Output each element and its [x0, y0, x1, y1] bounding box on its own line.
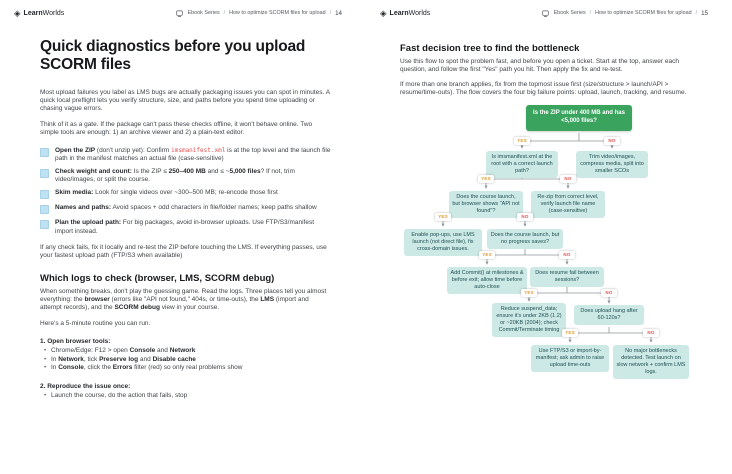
- flow-label-no: NO: [643, 329, 659, 337]
- bullet-item: • In Network, tick Preserve log and Disable cache: [44, 356, 332, 365]
- flow-node-resume-question: Does resume fail between sessions?: [530, 267, 604, 287]
- page-header: [0, 0, 366, 18]
- flow-node-manifest-question: Is imsmanifest.xml at the root with a correct launch path?: [486, 151, 558, 178]
- checklist-item-upload-path: [40, 219, 332, 235]
- checkbox[interactable]: [40, 220, 49, 229]
- checklist-item-names-paths: [40, 204, 332, 214]
- flow-label-yes: YES: [514, 137, 530, 145]
- bullet-item: • Chrome/Edge: F12 > open Console and Network: [44, 347, 332, 356]
- checklist-item-open-zip: [40, 147, 332, 163]
- flow-label-yes: YES: [562, 329, 578, 337]
- flow-label-no: NO: [517, 213, 533, 221]
- preflight-checklist: [40, 147, 332, 235]
- flow-label-yes: YES: [435, 213, 451, 221]
- logs-section-title: Which logs to check (browser, LMS, SCORM debug): [40, 272, 275, 284]
- flow-node-suspend-data-fix: Reduce suspend_data; ensure it's under 2KB (1.2) or ~20KB (2004); check Commit/Terminate timing: [492, 303, 566, 338]
- breadcrumb: Ebook Series / How to optimize SCORM files for upload / 15: [542, 10, 708, 17]
- flow-node-api-not-found-question: Does the course launch, but browser shows "API not found"?: [449, 191, 523, 218]
- checklist-item-weight-count: [40, 168, 332, 184]
- learnworlds-logo-icon: ◈: [14, 8, 21, 18]
- page-number: 15: [701, 9, 708, 17]
- flow-node-commit-fix: Add Commit() at milestones & before exit; allow time before auto-close: [447, 267, 527, 294]
- step-2-title: 2. Reproduce the issue once:: [40, 383, 131, 391]
- breadcrumb-title: How to optimize SCORM files for upload: [595, 10, 692, 17]
- flow-label-no: NO: [560, 175, 576, 183]
- flow-node-rezip-fix: Re-zip from correct level, verify launch file name (case-sensitive): [531, 191, 605, 218]
- flow-node-trim-media-fix: Trim video/images, compress media, split into smaller SCOs: [576, 151, 648, 178]
- decision-tree-flowchart: [398, 105, 700, 375]
- learnworlds-logo: [14, 9, 64, 18]
- checkbox[interactable]: [40, 205, 49, 214]
- learnworlds-logo: [380, 9, 430, 18]
- bullet-item: • Launch the course, do the action that fails, stop: [44, 392, 332, 401]
- flow-node-popups-fix: Enable pop-ups, use LMS launch (not direct file), fix cross-domain issues.: [404, 229, 482, 256]
- checklist-item-text: Skim media: Look for single videos over ~300–500 MB; re-encode those first: [55, 189, 278, 197]
- checklist-item-skim-media: [40, 189, 332, 199]
- retest-paragraph: If any check fails, fix it locally and re-test the ZIP before touching the LMS. If everything passes, use your fastest upload path (FTP/S3 when available): [40, 243, 327, 259]
- page-header: [366, 0, 732, 18]
- flow-priority-paragraph: If more than one branch applies, fix from the topmost issue first (size/structure > launch/API > resume/time-outs). The flow covers the four big failure points: upload, launch, tracking, and resume.: [400, 80, 687, 96]
- gate-paragraph: Think of it as a gate. If the package can't pass these checks offline, it won't behave online. Two simple tools are enough: 1) an archive viewer and 2) a plain-text editor.: [40, 121, 313, 137]
- flow-label-no: NO: [559, 251, 575, 259]
- intro-paragraph: Most upload failures you label as LMS bugs are actually packaging issues you can spot in minutes. A quick local preflight lets you verify structure, size, and paths before you spend time uploading or chasing vague errors.: [40, 89, 330, 113]
- right-page-content: [366, 43, 732, 375]
- checkbox[interactable]: [40, 190, 49, 199]
- step-1-bullets: [40, 347, 332, 373]
- left-page-content: [0, 38, 366, 401]
- flow-node-ftp-import-fix: Use FTP/S3 or import-by-manifest; ask admin to raise upload time-outs: [531, 345, 609, 372]
- checkbox[interactable]: [40, 148, 49, 157]
- flow-intro-paragraph: Use this flow to spot the problem fast, and before you open a ticket. Start at the top, answer each question, and follow the first "Yes" path you hit. Then apply the fix and re-test.: [400, 57, 679, 73]
- flow-label-yes: YES: [479, 251, 495, 259]
- step-2-bullets: [40, 392, 332, 401]
- flow-label-no: NO: [604, 137, 620, 145]
- logs-paragraph: When something breaks, don't play the guessing game. Read the logs. Three places tell you almost everything: the browser (errors like "API not found," 404s, or time-outs), the LMS (import and attempt records), and the SCORM debug view in your course.: [40, 287, 327, 311]
- flow-label-yes: YES: [521, 289, 537, 297]
- decision-tree-title: Fast decision tree to find the bottleneck: [400, 42, 580, 54]
- routine-paragraph: Here's a 5-minute routine you can run.: [40, 319, 151, 327]
- flow-node-progress-question: Does the course launch, but no progress saves?: [487, 229, 563, 249]
- page-right: [366, 0, 732, 474]
- step-1-title: 1. Open browser tools:: [40, 337, 111, 345]
- bullet-item: • In Console, click the Errors filter (red) so only real problems show: [44, 364, 332, 373]
- breadcrumb-section: Ebook Series: [553, 10, 586, 17]
- breadcrumb-title: How to optimize SCORM files for upload: [229, 10, 326, 17]
- page-title: Quick diagnostics before you upload SCORM files: [40, 37, 306, 73]
- flow-label-no: NO: [601, 289, 617, 297]
- logo-text: LearnWorlds: [389, 9, 431, 17]
- checkbox[interactable]: [40, 169, 49, 178]
- checklist-item-text: Open the ZIP (don't unzip yet): Confirm imsmanifest.xml is at the top level and the launch file path in the manifest matches an actual file (case-sensitive): [55, 147, 331, 163]
- flow-node-zip-size-question: Is the ZIP under 400 MB and has <5,000 files?: [526, 105, 632, 131]
- page-number: 14: [335, 9, 342, 17]
- checklist-item-text: Check weight and count: Is the ZIP ≤ 250–400 MB and ≤ ~5,000 files? If not, trim video/images, or split the course.: [55, 168, 295, 184]
- checklist-item-text: Plan the upload path: For big packages, avoid in-browser uploads. Use FTP/S3/manifest import instead.: [55, 219, 315, 235]
- flow-node-upload-hang-question: Does upload hang after 60-120s?: [574, 305, 644, 325]
- logo-text: LearnWorlds: [23, 9, 65, 17]
- breadcrumb: Ebook Series / How to optimize SCORM files for upload / 14: [176, 10, 342, 17]
- flow-node-no-bottleneck-result: No major bottlenecks detected. Test launch on slow network + confirm LMS logs.: [613, 345, 689, 380]
- ebook-icon: [176, 10, 183, 17]
- breadcrumb-section: Ebook Series: [187, 10, 220, 17]
- learnworlds-logo-icon: ◈: [380, 8, 387, 18]
- flow-label-yes: YES: [478, 175, 494, 183]
- ebook-icon: [542, 10, 549, 17]
- checklist-item-text: Names and paths: Avoid spaces + odd characters in file/folder names; keep paths shallow: [55, 204, 317, 212]
